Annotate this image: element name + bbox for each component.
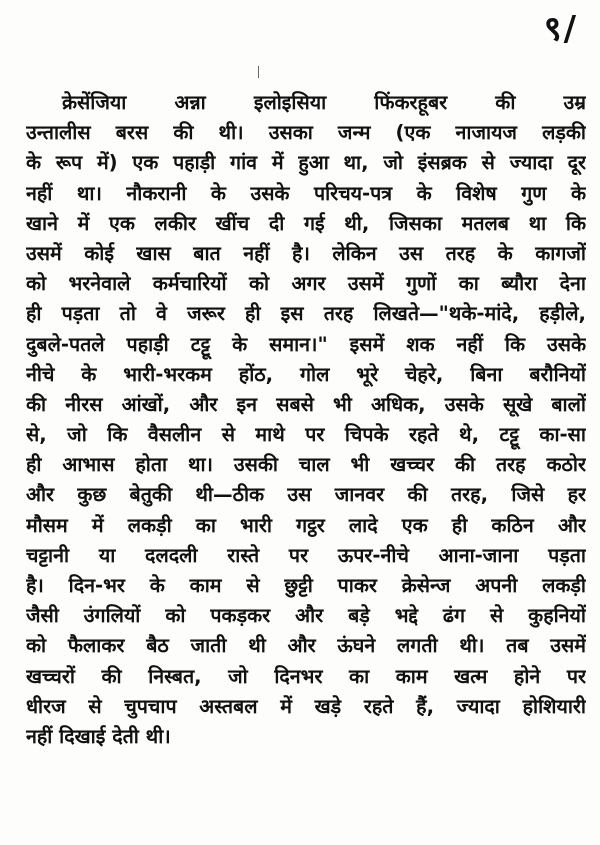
text-line: चट्टानी या दलदली रास्ते पर ऊपर-नीचे आना-जाना पड़ता: [26, 543, 586, 567]
text-line: की नीरस आंखों, और इन सबसे भी अधिक, उसके सूखे बालों: [26, 392, 586, 416]
text-line: खच्चरों की निस्बत, जो दिनभर का काम खत्म होने पर: [26, 664, 586, 688]
text-line: है। दिन-भर के काम से छुट्टी पाकर क्रेसेन्ज अपनी लकड़ी: [26, 574, 586, 597]
text-line: जैसी उंगलियों को पकड़कर और बड़े भद्दे ढंग से कुहनियों: [26, 604, 586, 628]
text-line: खाने में एक लकीर खींच दी गई थी, जिसका मतलब था कि: [26, 211, 586, 235]
text-line: उन्तालीस बरस की थी। उसका जन्म (एक नाजायज लड़की: [26, 121, 586, 145]
text-line: के रूप में) एक पहाड़ी गांव में हुआ था, जो इंसब्रक से ज्यादा दूर: [26, 151, 586, 175]
text-line: से, जो कि वैसलीन से माथे पर चिपके रहते थे, टट्टू का-सा: [26, 423, 586, 447]
text-line: क्रेसेंजिया अन्ना इलोइसिया फिंकरहूबर की उम्र: [62, 91, 586, 114]
text-line: दुबले-पतले पहाड़ी टट्टू के समान।" इसमें शक नहीं कि उसके: [26, 332, 586, 356]
text-line: नीचे के भारी-भरकम होंठ, गोल भूरे चेहरे, बिना बरौनियों: [26, 362, 586, 386]
text-line: ही आभास होता था। उसकी चाल भी खच्चर की तरह कठोर: [26, 453, 586, 477]
text-line: नहीं था। नौकरानी के उसके परिचय-पत्र के विशेष गुण के: [26, 181, 586, 205]
text-line: और कुछ बेतुकी थी—ठीक उस जानवर की तरह, जिसे हर: [26, 483, 586, 507]
text-line: मौसम में लकड़ी का भारी गट्ठर लादे एक ही कठिन और: [26, 513, 586, 537]
text-line: को भरनेवाले कर्मचारियों को अगर उसमें गुणों का ब्यौरा देना: [26, 272, 586, 296]
text-line: को फैलाकर बैठ जाती थी और ऊंघने लगती थी। तब उसमें: [26, 634, 586, 658]
text-line: ही पड़ता तो वे जरूर ही इस तरह लिखते—"थके-मांदे, हड़ीले,: [26, 302, 586, 326]
stray-mark: [258, 66, 259, 78]
body-text: [26, 88, 586, 752]
page-number: ९/: [543, 9, 578, 49]
text-line: नहीं दिखाई देती थी।: [26, 724, 171, 748]
text-line: उसमें कोई खास बात नहीं है। लेकिन उस तरह के कागजों: [26, 241, 586, 265]
text-line: धीरज से चुपचाप अस्तबल में खड़े रहते हैं, ज्यादा होशियारी: [26, 694, 586, 718]
